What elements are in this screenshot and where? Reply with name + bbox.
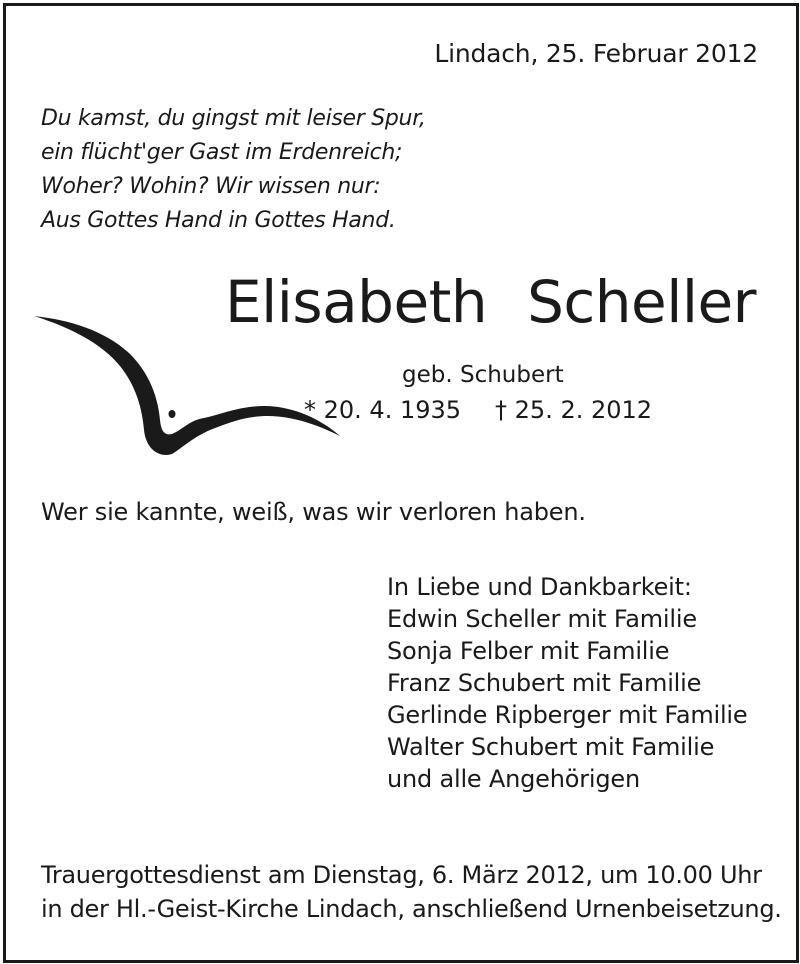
mourner: Sonja Felber mit Familie: [387, 637, 670, 665]
poem-line: ein flücht'ger Gast im Erdenreich;: [41, 140, 403, 165]
mourner: Franz Schubert mit Familie: [387, 669, 702, 697]
motto: Wer sie kannte, weiß, was wir verloren haben.: [41, 498, 586, 526]
mourner: Edwin Scheller mit Familie: [387, 605, 697, 633]
poem-line: Woher? Wohin? Wir wissen nur:: [41, 174, 381, 199]
birth-date: * 20. 4. 1935: [304, 396, 462, 424]
poem-line: Aus Gottes Hand in Gottes Hand.: [41, 208, 396, 233]
poem-line: Du kamst, du gingst mit leiser Spur,: [41, 106, 426, 131]
mourners-intro: In Liebe und Dankbarkeit:: [387, 573, 692, 601]
death-date: † 25. 2. 2012: [495, 396, 653, 424]
service-info: [41, 858, 782, 926]
obituary-frame: [3, 3, 799, 963]
mourners-list: [387, 571, 747, 795]
mourner: Walter Schubert mit Familie: [387, 733, 715, 761]
mourner: Gerlinde Ripberger mit Familie: [387, 701, 748, 729]
maiden-name: geb. Schubert: [402, 362, 564, 388]
poem: [41, 102, 426, 238]
deceased-name: Elisabeth Scheller: [225, 268, 756, 336]
service-line: in der Hl.-Geist-Kirche Lindach, anschließend Urnenbeisetzung.: [41, 895, 782, 923]
mourner: und alle Angehörigen: [387, 765, 640, 793]
place-date: Lindach, 25. Februar 2012: [434, 39, 758, 68]
life-dates: [304, 396, 652, 424]
service-line: Trauergottesdienst am Dienstag, 6. März 2012, um 10.00 Uhr: [41, 861, 762, 889]
